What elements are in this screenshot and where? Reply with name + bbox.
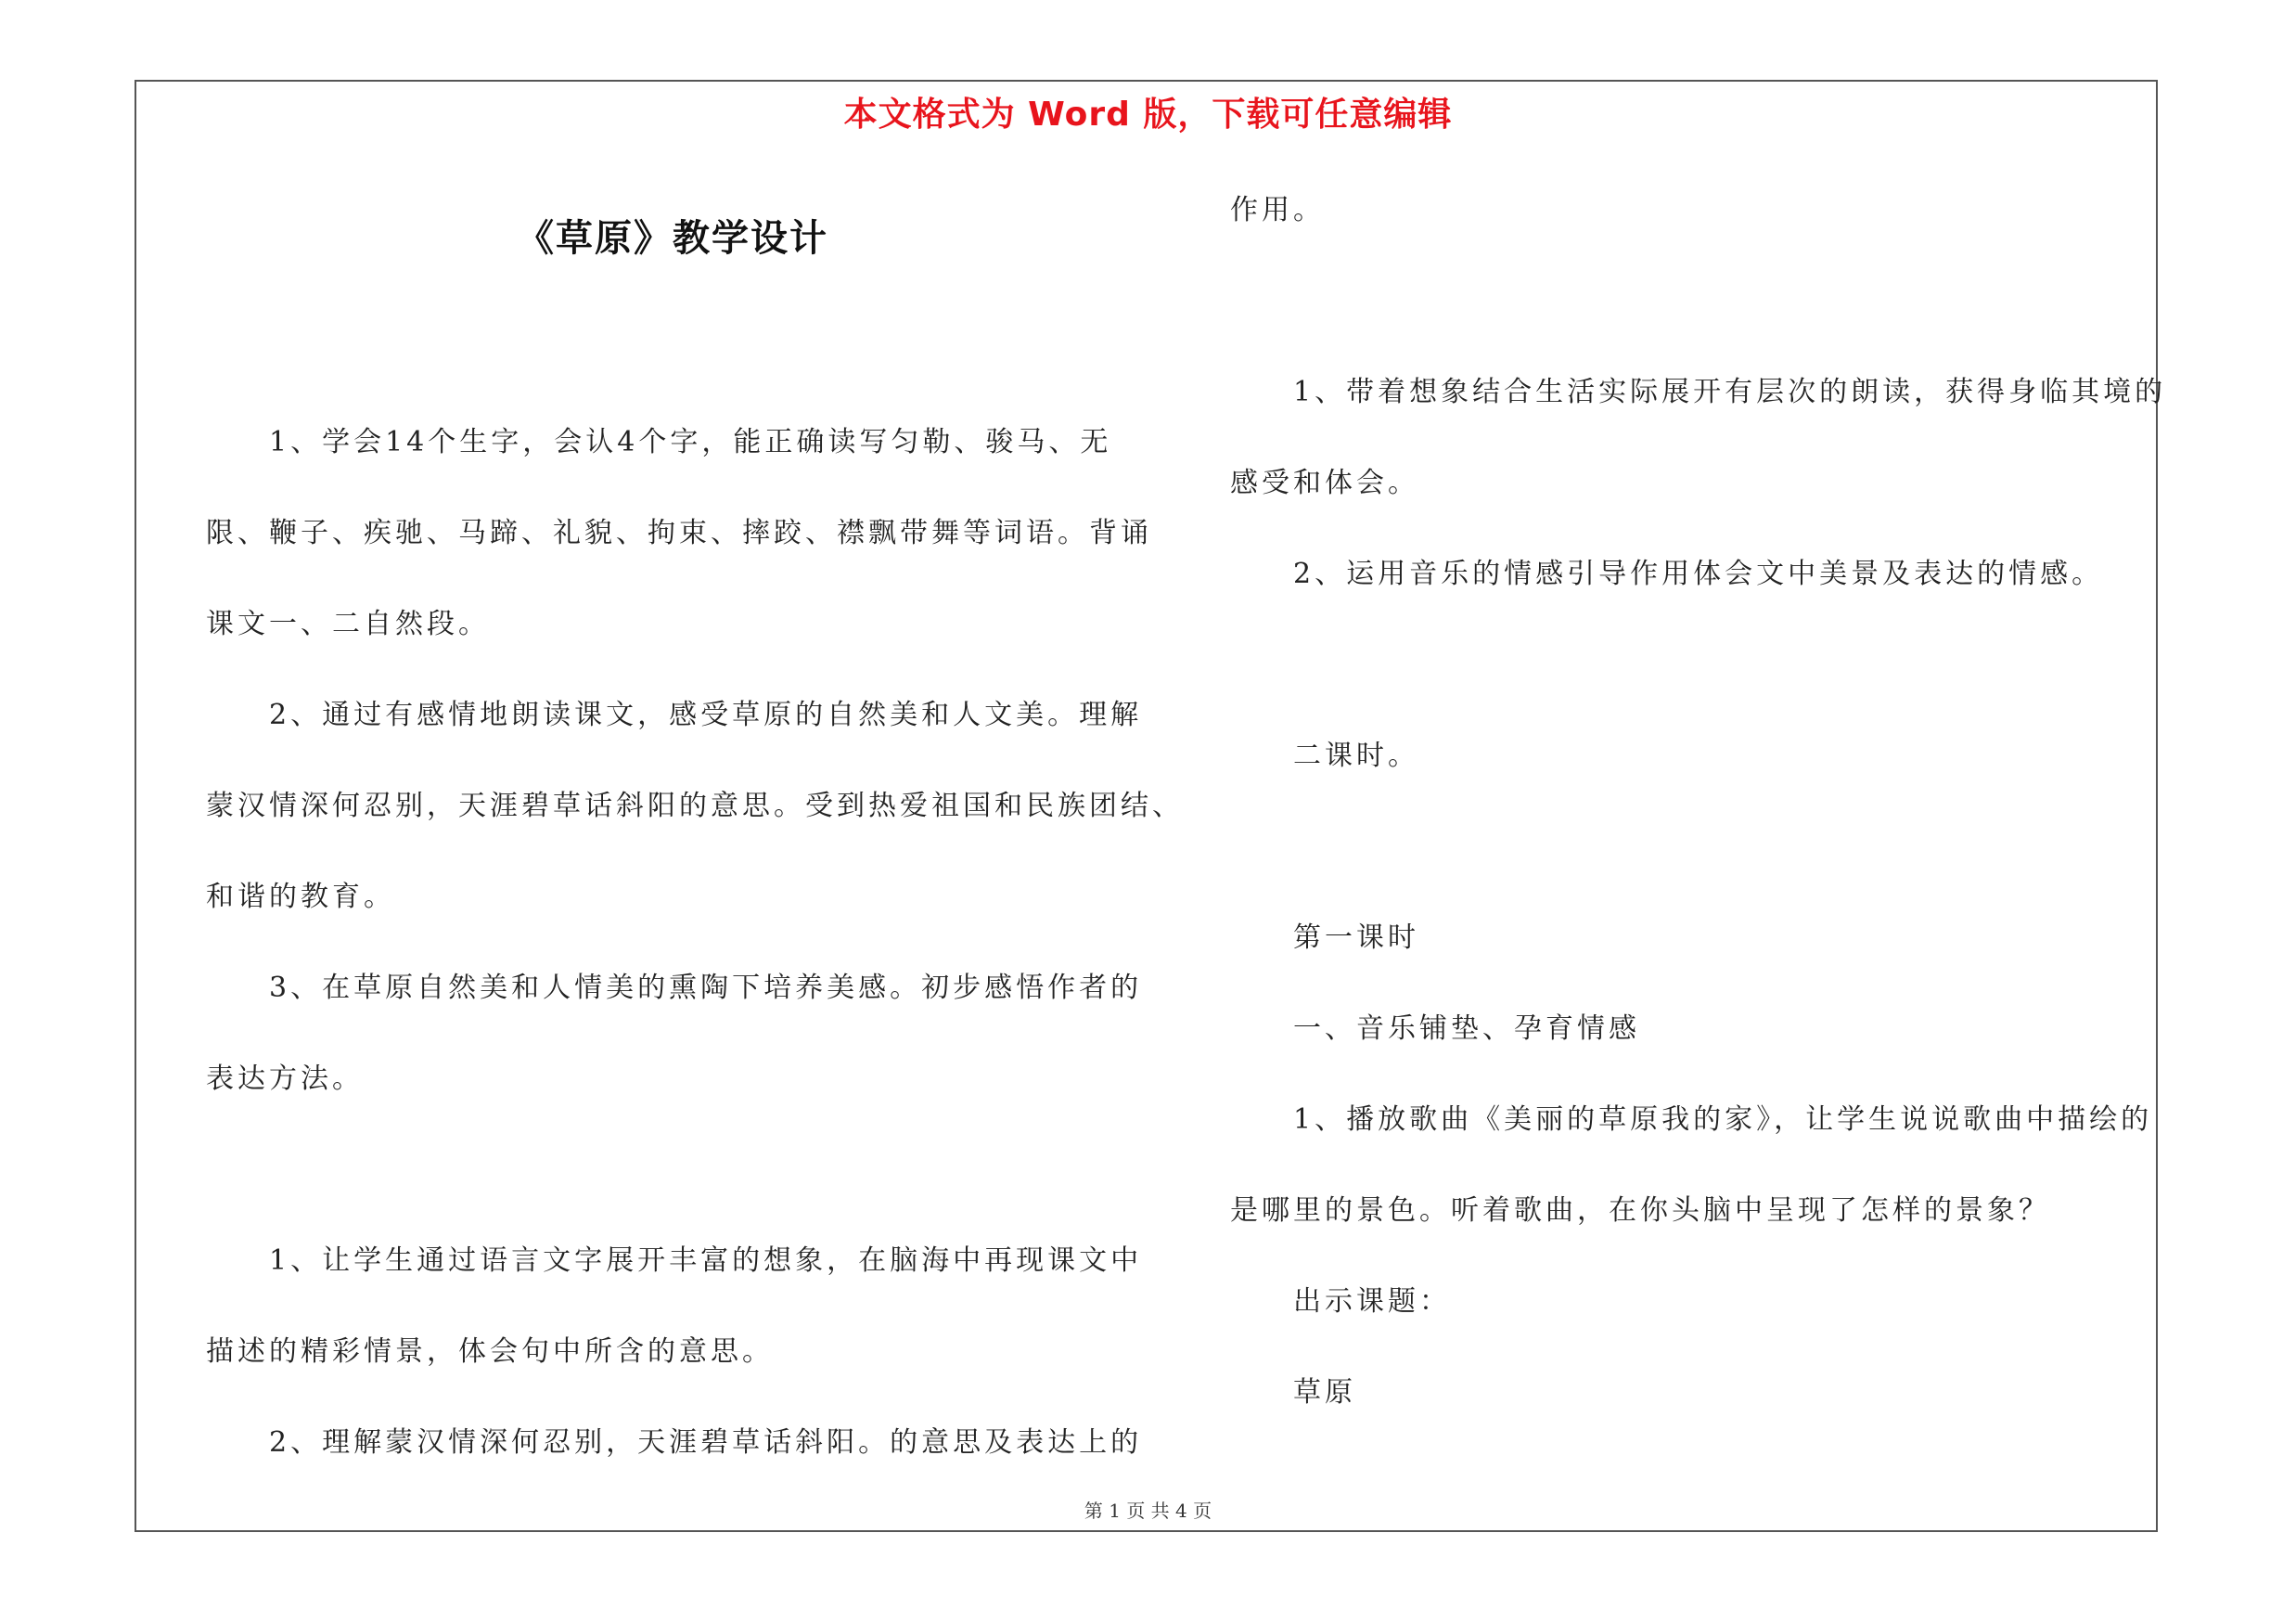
- section-gap: [1230, 620, 2158, 711]
- paragraph-line: 草原: [1293, 1376, 1356, 1409]
- left-column: [206, 397, 1184, 1488]
- paragraph-line: 和谐的教育。: [206, 881, 395, 913]
- section-gap: [1230, 256, 2158, 347]
- paragraph-line: 是哪里的景色。听着歌曲，在你头脑中呈现了怎样的景象？: [1230, 1194, 2050, 1227]
- paragraph-line: 2、运用音乐的情感引导作用体会文中美景及表达的情感。: [1293, 558, 2104, 590]
- document-title: 《草原》教学设计: [517, 216, 828, 260]
- paragraph-line: 2、理解蒙汉情深何忍别，天涯碧草话斜阳。的意思及表达上的: [269, 1426, 1143, 1459]
- paragraph-line: 限、鞭子、疾驰、马蹄、礼貌、拘束、摔跤、襟飘带舞等词语。背诵: [206, 517, 1152, 549]
- paragraph-line: 作用。: [1230, 194, 1325, 226]
- paragraph-line: 出示课题：: [1293, 1285, 1451, 1318]
- page-number-footer: 第 1 页 共 4 页: [1084, 1500, 1212, 1522]
- section-heading: 第一课时: [1293, 921, 1419, 954]
- paragraph-line: 二课时。: [1293, 740, 1419, 772]
- paragraph-line: 表达方法。: [206, 1063, 364, 1095]
- paragraph-line: 描述的精彩情景，体会句中所含的意思。: [206, 1335, 774, 1368]
- paragraph-line: 1、播放歌曲《美丽的草原我的家》，让学生说说歌曲中描绘的: [1293, 1103, 2153, 1136]
- section-heading: 一、音乐铺垫、孕育情感: [1293, 1012, 1640, 1045]
- section-gap: [206, 1125, 1134, 1216]
- section-gap: [1230, 802, 2158, 893]
- paragraph-line: 蒙汉情深何忍别，天涯碧草话斜阳的意思。受到热爱祖国和民族团结、: [206, 790, 1184, 822]
- paragraph-line: 1、带着想象结合生活实际展开有层次的朗读，获得身临其境的: [1293, 376, 2167, 408]
- right-column: [1230, 165, 2167, 1438]
- paragraph-line: 课文一、二自然段。: [206, 608, 490, 640]
- paragraph-line: 2、通过有感情地朗读课文，感受草原的自然美和人文美。理解: [269, 699, 1143, 731]
- paragraph-line: 1、学会14个生字，会认4个字，能正确读写匀勒、骏马、无: [269, 426, 1112, 458]
- word-format-banner: 本文格式为 Word 版，下载可任意编辑: [843, 96, 1453, 134]
- paragraph-line: 感受和体会。: [1230, 467, 1419, 499]
- paragraph-line: 3、在草原自然美和人情美的熏陶下培养美感。初步感悟作者的: [269, 972, 1143, 1004]
- paragraph-line: 1、让学生通过语言文字展开丰富的想象，在脑海中再现课文中: [269, 1244, 1143, 1277]
